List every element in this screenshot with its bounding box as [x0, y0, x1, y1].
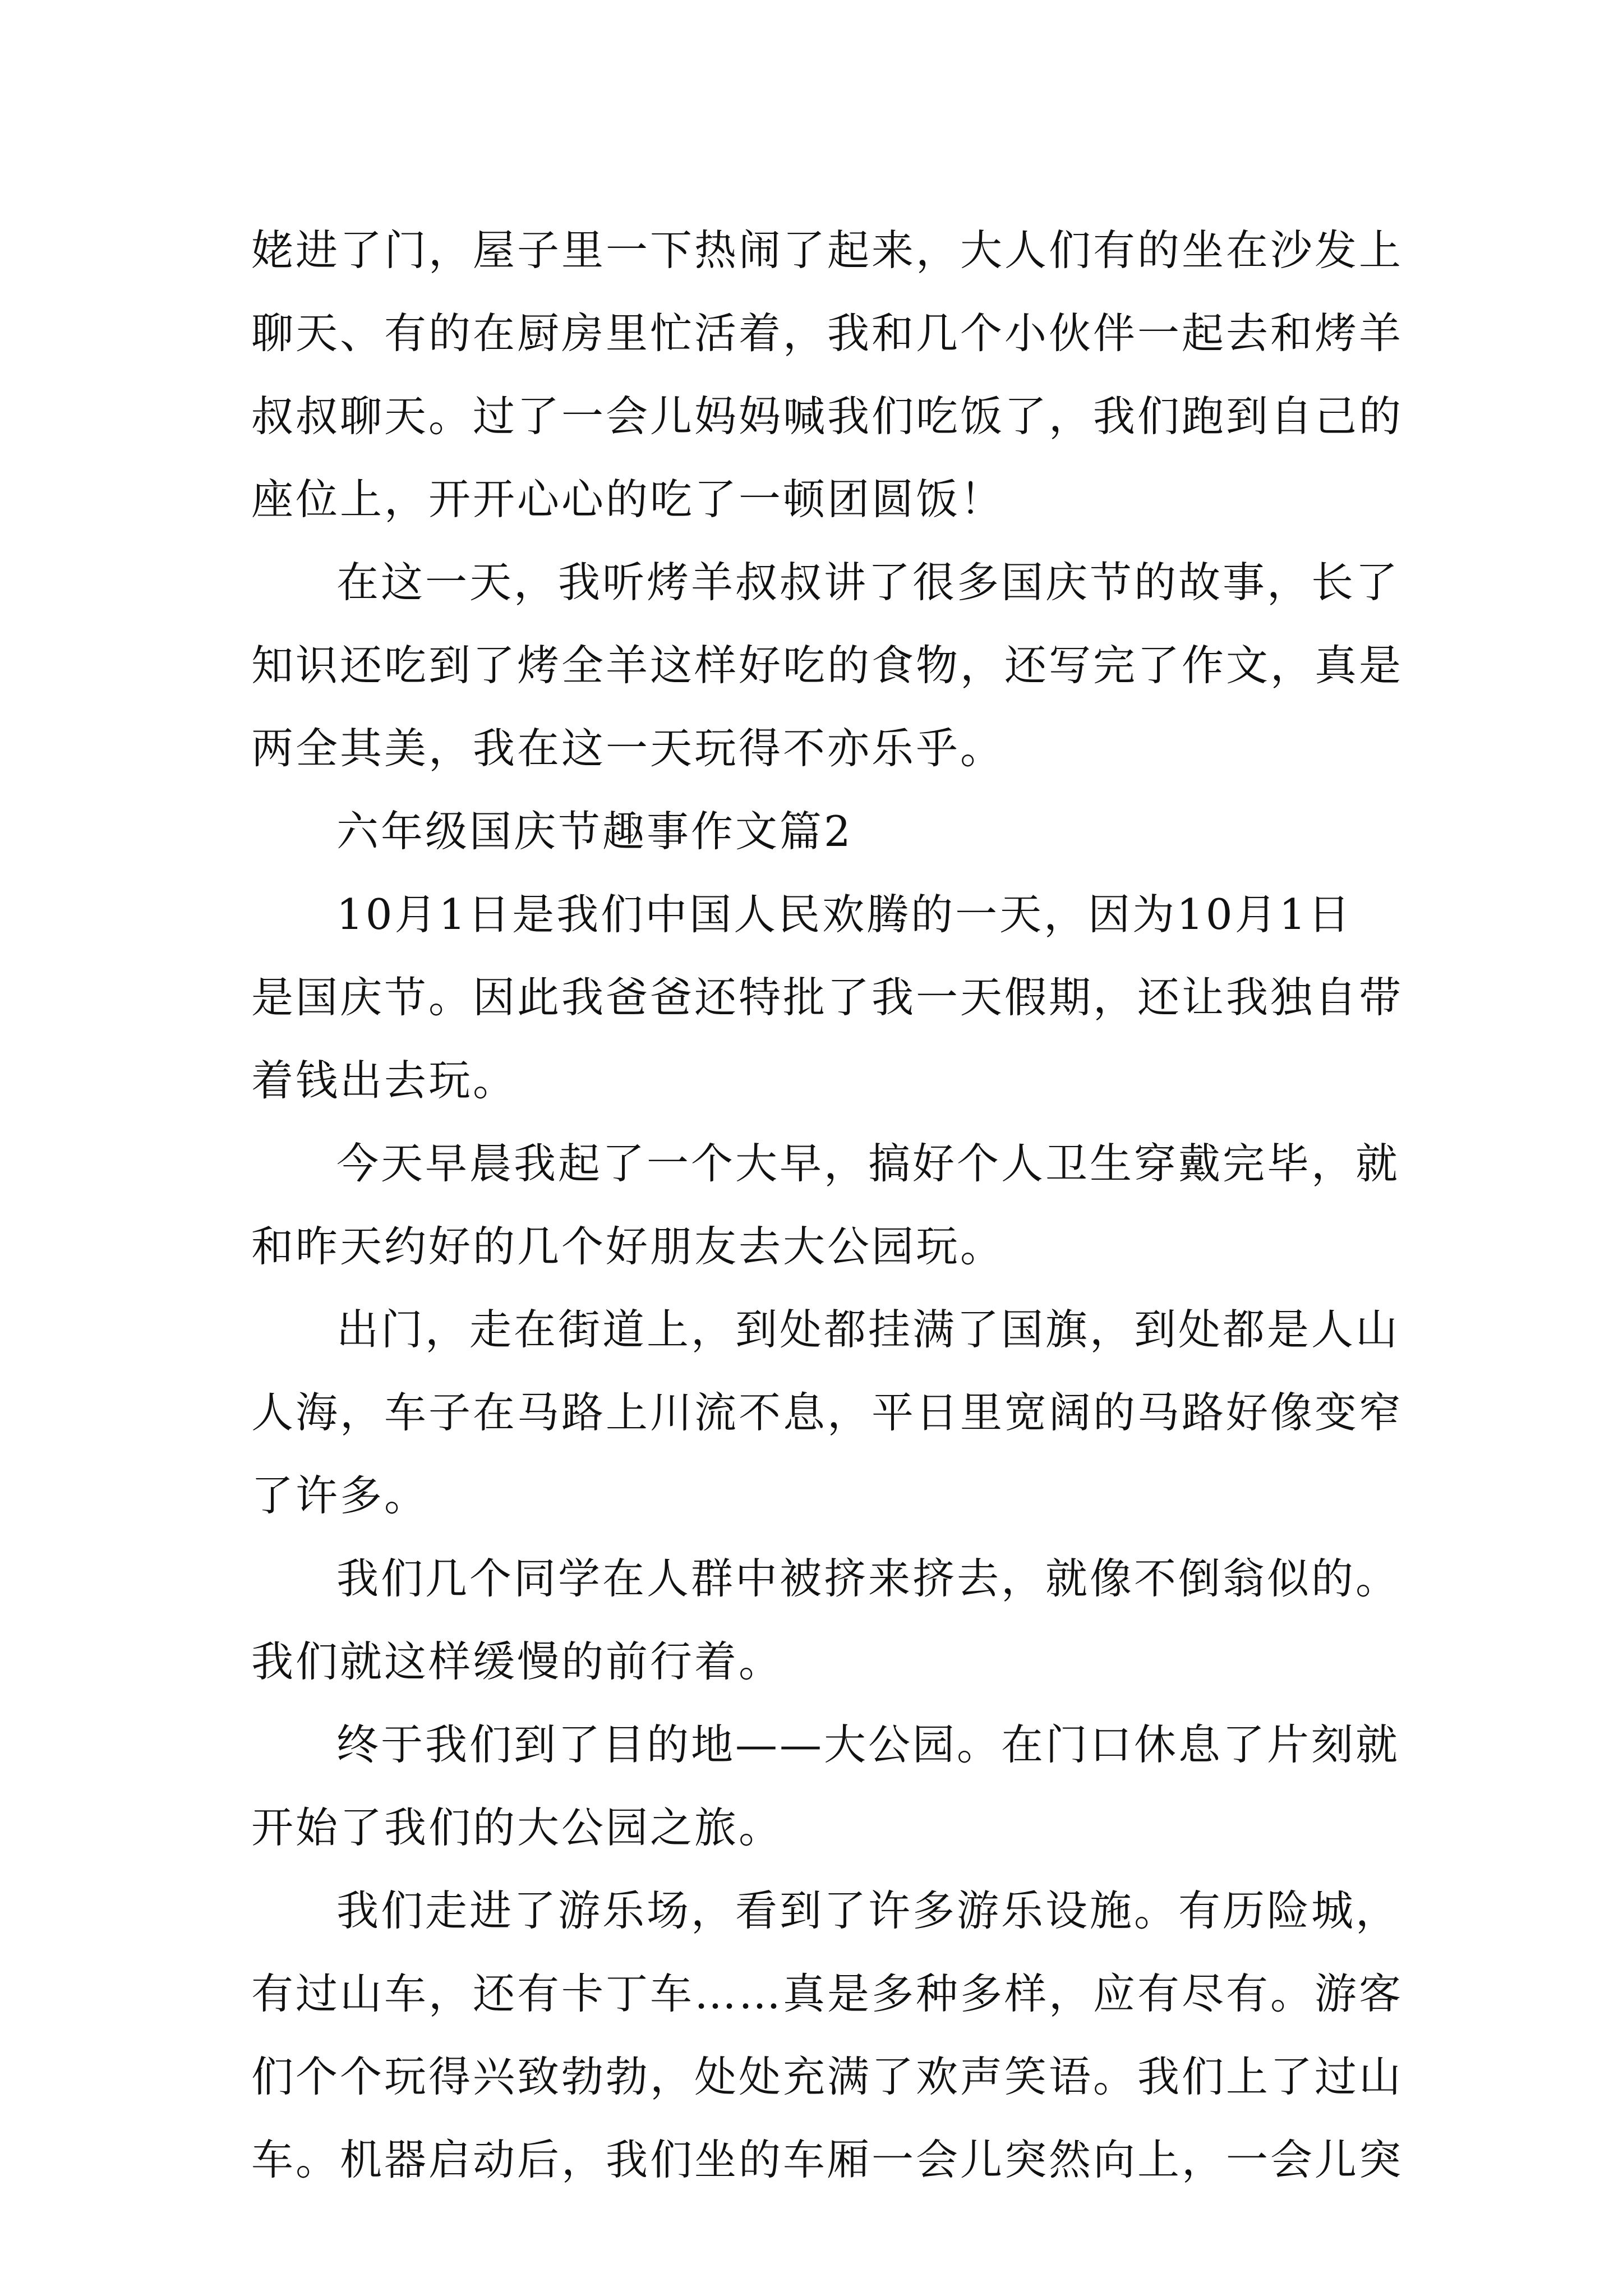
text-line: 们个个玩得兴致勃勃，处处充满了欢声笑语。我们上了过山 [251, 2052, 1404, 2101]
text-line: 人海，车子在马路上川流不息，平日里宽阔的马路好像变窄 [251, 1388, 1404, 1437]
paragraph-first-line: 10月1日是我们中国人民欢腾的一天，因为10月1日 [336, 890, 1353, 939]
section-heading: 六年级国庆节趣事作文篇2 [336, 807, 853, 856]
paragraph-first-line: 终于我们到了目的地——大公园。在门口休息了片刻就 [336, 1720, 1400, 1769]
text-line: 知识还吃到了烤全羊这样好吃的食物，还写完了作文，真是 [251, 641, 1404, 690]
text-line: 叔叔聊天。过了一会儿妈妈喊我们吃饭了，我们跑到自己的 [251, 392, 1404, 441]
text-line: 和昨天约好的几个好朋友去大公园玩。 [251, 1222, 1005, 1271]
text-line: 着钱出去玩。 [251, 1056, 518, 1105]
text-line: 有过山车，还有卡丁车……真是多种多样，应有尽有。游客 [251, 1969, 1404, 2018]
document-body [251, 209, 1404, 2201]
paragraph-first-line: 在这一天，我听烤羊叔叔讲了很多国庆节的故事，长了 [336, 558, 1400, 607]
text-line: 姥进了门，屋子里一下热闹了起来，大人们有的坐在沙发上 [251, 226, 1404, 275]
text-line: 是国庆节。因此我爸爸还特批了我一天假期，还让我独自带 [251, 973, 1404, 1022]
text-line: 开始了我们的大公园之旅。 [251, 1803, 783, 1852]
paragraph-first-line: 今天早晨我起了一个大早，搞好个人卫生穿戴完毕，就 [336, 1139, 1400, 1188]
paragraph-first-line: 我们几个同学在人群中被挤来挤去，就像不倒翁似的。 [336, 1554, 1400, 1603]
text-line: 两全其美，我在这一天玩得不亦乐乎。 [251, 724, 1005, 773]
text-line: 聊天、有的在厨房里忙活着，我和几个小伙伴一起去和烤羊 [251, 309, 1404, 358]
paragraph-first-line: 出门，走在街道上，到处都挂满了国旗，到处都是人山 [336, 1305, 1400, 1354]
text-line: 座位上，开开心心的吃了一顿团圆饭！ [251, 475, 1005, 524]
text-line: 车。机器启动后，我们坐的车厢一会儿突然向上，一会儿突 [251, 2135, 1404, 2184]
text-line: 我们就这样缓慢的前行着。 [251, 1637, 783, 1686]
paragraph-first-line: 我们走进了游乐场，看到了许多游乐设施。有历险城， [336, 1886, 1400, 1935]
text-line: 了许多。 [251, 1471, 429, 1520]
